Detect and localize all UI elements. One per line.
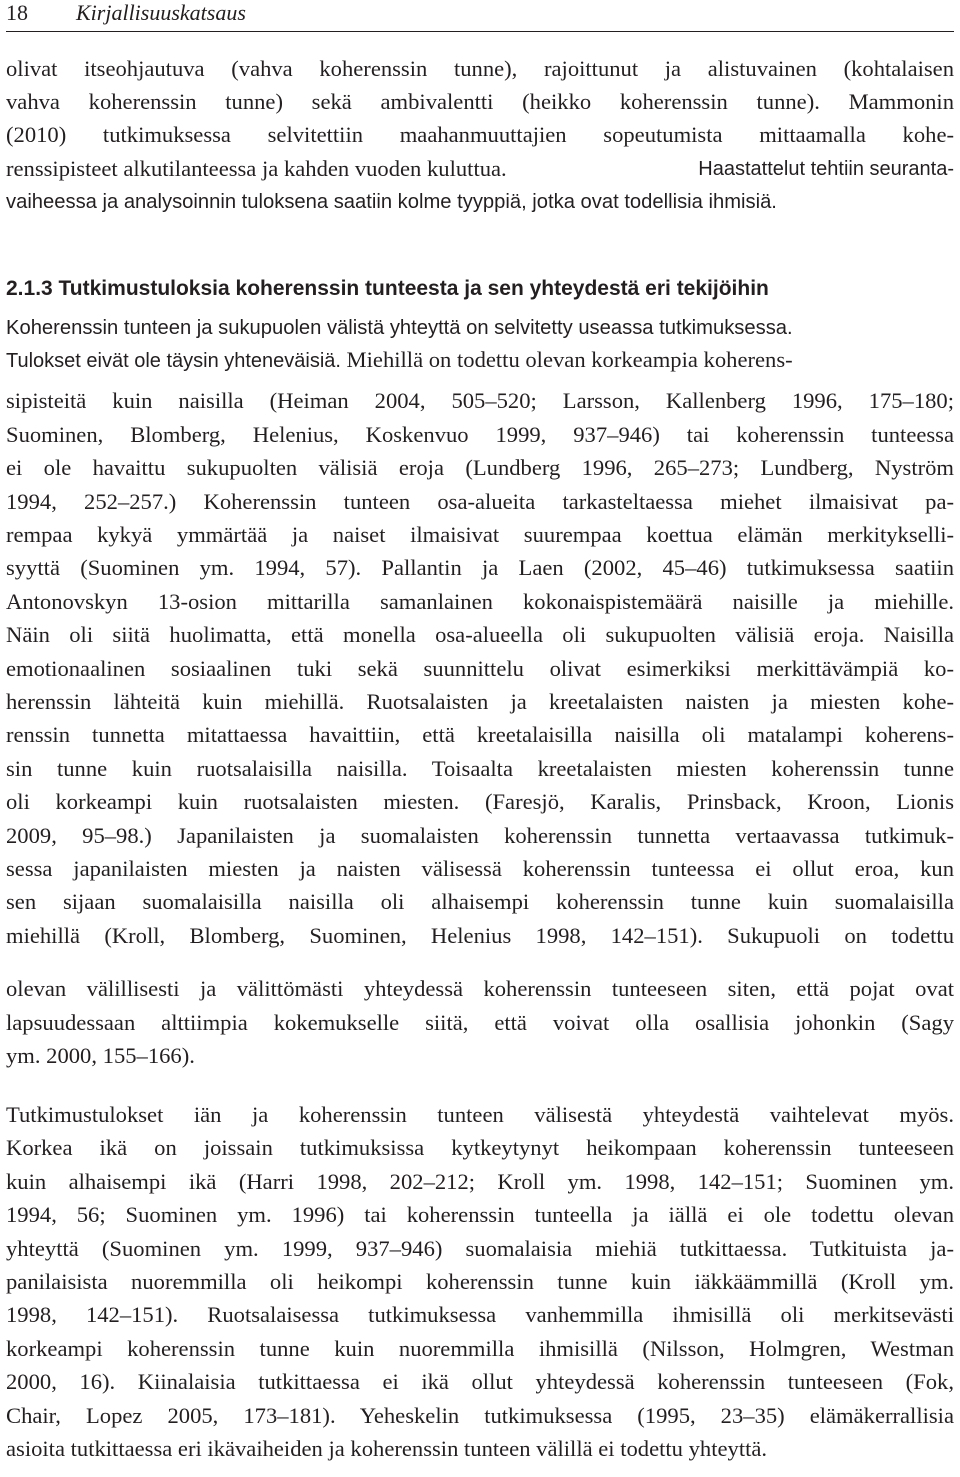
text-line: herenssin lähteitä kuin miehillä. Ruotsalaisten ja kreetalaisten naisten ja miesten kohe- [6, 689, 954, 714]
text-line: 1994, 56; Suominen ym. 1996) tai koherenssin tunteella ja iällä ei ole todettu olevan [6, 1202, 954, 1227]
text-segment: Miehillä on todettu olevan korkeampia koherens- [346, 347, 793, 372]
text-line: syyttä (Suominen ym. 1994, 57). Pallantin ja Laen (2002, 45–46) tutkimuksessa saatiin [6, 555, 954, 580]
text-line: Koherenssin tunteen ja sukupuolen välistä yhteyttä on selvitetty useassa tutkimuksessa. [6, 317, 793, 339]
text-line: ei ole havaittu sukupuolten välisiä eroja (Lundberg 1996, 265–273; Lundberg, Nyström [6, 455, 954, 480]
text-line: emotionaalinen sosiaalinen tuki sekä suunnittelu olivat esimerkiksi merkittävämpiä ko- [6, 656, 954, 681]
text-line: korkeampi koherenssin tunne kuin nuoremmilla ihmisillä (Nilsson, Holmgren, Westman [6, 1336, 954, 1361]
text-segment-sans: Tulokset eivät ole täysin yhteneväisiä. [6, 350, 347, 372]
text-line: Tutkimustulokset iän ja koherenssin tunteen välisestä yhteydestä vaihtelevat myös. [6, 1102, 954, 1127]
text-line: sipisteitä kuin naisilla (Heiman 2004, 505–520; Larsson, Kallenberg 1996, 175–180; [6, 388, 954, 413]
text-line: asioita tutkittaessa eri ikävaiheiden ja koherenssin tunteen välillä ei todettu yhteyttä. [6, 1436, 768, 1461]
text-line: olivat itseohjautuva (vahva koherenssin tunne), rajoittunut ja alistuvainen (kohtalaisen [6, 56, 954, 81]
text-line: 2009, 95–98.) Japanilaisten ja suomalaisten koherenssin tunnetta vertaavassa tutkimuk- [6, 823, 954, 848]
section-heading: 2.1.3 Tutkimustuloksia koherenssin tunteesta ja sen yhteydestä eri tekijöihin [6, 277, 769, 300]
header-rule [6, 31, 954, 32]
text-line: Näin oli siitä huolimatta, että monella osa-alueella oli sukupuolten välisiä eroja. Naisilla [6, 622, 954, 647]
text-line: ym. 2000, 155–166). [6, 1043, 195, 1068]
text-line: panilaisista nuoremmilla oli heikompi koherenssin tunne kuin iäkkäämmillä (Kroll ym. [6, 1269, 954, 1294]
text-line: Chair, Lopez 2005, 173–181). Yeheskelin tutkimuksessa (1995, 23–35) elämäkerrallisia [6, 1403, 954, 1428]
text-line: sessa japanilaisten miesten ja naisten välisessä koherenssin tunteessa ei ollut eroa, kun [6, 856, 954, 881]
text-line: Suominen, Blomberg, Helenius, Koskenvuo 1999, 937–946) tai koherenssin tunteessa [6, 422, 954, 447]
text-line: 1998, 142–151). Ruotsalaisessa tutkimuksessa vanhemmilla ihmisillä oli merkitsevästi [6, 1302, 954, 1327]
running-title: Kirjallisuuskatsaus [76, 0, 246, 25]
text-segment-sans: Haastattelut tehtiin seuranta- [698, 158, 954, 180]
text-line [6, 153, 954, 185]
text-line: sen sijaan suomalaisilla naisilla oli alhaisempi koherenssin tunne kuin suomalaisilla [6, 889, 954, 914]
text-line: yhteyttä (Suominen ym. 1999, 937–946) suomalaisia miehiä tutkittaessa. Tutkituista ja- [6, 1236, 954, 1261]
text-line: kuin alhaisempi ikä (Harri 1998, 202–212; Kroll ym. 1998, 142–151; Suominen ym. [6, 1169, 954, 1194]
page-number: 18 [6, 0, 28, 25]
text-segment: renssipisteet alkutilanteessa ja kahden vuoden kuluttua. [6, 156, 507, 181]
text-line: miehillä (Kroll, Blomberg, Suominen, Helenius 1998, 142–151). Sukupuoli on todettu [6, 923, 954, 948]
text-line: 2000, 16). Kiinalaisia tutkittaessa ei ikä ollut yhteydessä koherenssin tunteeseen (Fok, [6, 1369, 954, 1394]
text-line: oli korkeampi kuin ruotsalaisten miesten. (Faresjö, Karalis, Prinsback, Kroon, Lionis [6, 789, 954, 814]
text-line: lapsuudessaan alttiimpia kokemukselle siitä, että voivat olla osallisia johonkin (Sagy [6, 1010, 954, 1035]
text-line: (2010) tutkimuksessa selvitettiin maahanmuuttajien sopeutumista mittaamalla kohe- [6, 122, 954, 147]
text-line: rempaa kykyä ymmärtää ja naiset ilmaisivat suurempaa koettua elämän merkitykselli- [6, 522, 954, 547]
text-line: vaiheessa ja analysoinnin tuloksena saatiin kolme tyyppiä, jotka ovat todellisia ihmisiä. [6, 191, 777, 213]
text-line [6, 344, 954, 376]
text-line: vahva koherenssin tunne) sekä ambivalentti (heikko koherenssin tunne). Mammonin [6, 89, 954, 114]
running-head [6, 0, 954, 28]
text-line: 1994, 252–257.) Koherenssin tunteen osa-alueita tarkasteltaessa miehet ilmaisivat pa- [6, 489, 954, 514]
text-line: renssin tunnetta mitattaessa havaittiin, että kreetalaisilla naisilla oli matalampi koherens- [6, 722, 954, 747]
text-line: sin tunne kuin ruotsalaisilla naisilla. Toisaalta kreetalaisten miesten koherenssin tunne [6, 756, 954, 781]
text-line: Antonovskyn 13-osion mittarilla samanlainen kokonaispistemäärä naisille ja miehille. [6, 589, 954, 614]
text-line: olevan välillisesti ja välittömästi yhteydessä koherenssin tunteeseen siten, että pojat ovat [6, 976, 954, 1001]
text-line: Korkea ikä on joissain tutkimuksissa kytkeytynyt heikompaan koherenssin tunteeseen [6, 1135, 954, 1160]
